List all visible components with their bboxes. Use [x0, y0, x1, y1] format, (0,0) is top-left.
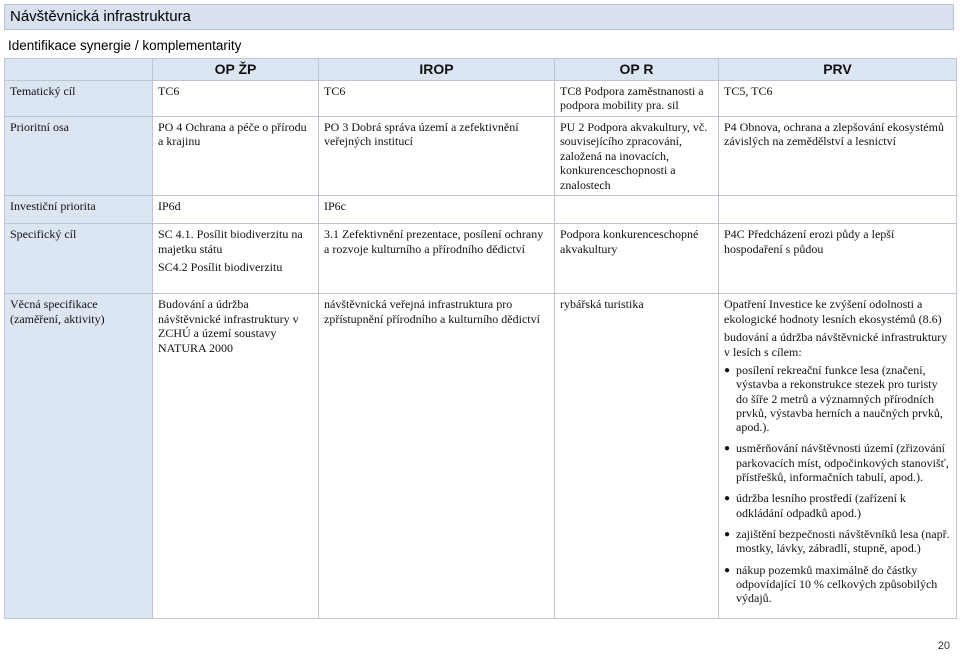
program-header-op-zp: OP ŽP: [153, 59, 319, 81]
row-label-specificky-cil: Specifický cíl: [5, 224, 153, 294]
cell-vs-prv: [719, 294, 957, 619]
program-header-op-r: OP R: [555, 59, 719, 81]
row-prioritni-osa: [5, 116, 957, 196]
page-title: Návštěvnická infrastruktura: [10, 8, 191, 25]
cell-tc-irop: TC6: [319, 80, 555, 116]
cell-vs-op-r: rybářská turistika: [555, 294, 719, 619]
list-item-text: zajištění bezpečnosti návštěvníků lesa (např. mostky, lávky, zábradlí, stupně, apod.): [736, 526, 950, 556]
program-header-irop: IROP: [319, 59, 555, 81]
cell-po-op-zp: PO 4 Ochrana a péče o přírodu a krajinu: [153, 116, 319, 196]
cell-sc-op-zp: [153, 224, 319, 294]
list-item-text: posílení rekreační funkce lesa (značení, výstavba a rekonstrukce stezek pro turisty do šíře 2 metrů a významných přírodních prvků, výstavba herních a naučných prvků, apod.).: [736, 363, 943, 435]
list-item: [724, 441, 951, 485]
row-investicni-priorita: [5, 196, 957, 224]
row-specificky-cil: [5, 224, 957, 294]
cell-sc-irop: 3.1 Zefektivnění prezentace, posílení ochrany a rozvoje kulturního a přírodního dědictví: [319, 224, 555, 294]
cell-ip-op-zp: IP6d: [153, 196, 319, 224]
cell-po-op-r: PU 2 Podpora akvakultury, vč. souvisejícího zpracování, založená na inovacích, konkurenceschopnosti a znalostech: [555, 116, 719, 196]
list-item-text: nákup pozemků maximálně do částky odpovídající 10 % celkových způsobilých výdajů.: [736, 562, 938, 606]
cell-tc-prv: TC5, TC6: [719, 80, 957, 116]
prv-intro-opatreni: Opatření Investice ke zvýšení odolnosti a ekologické hodnoty lesních ekosystémů (8.6): [724, 297, 942, 326]
cell-sc-prv: P4C Předcházení erozi půdy a lepší hospodaření s půdou: [719, 224, 957, 294]
sc-op-zp-line-2: SC4.2 Posílit biodiverzitu: [158, 260, 283, 274]
prv-intro-budovani: budování a údržba návštěvnické infrastruktury v lesích s cílem:: [724, 330, 948, 359]
cell-sc-op-r: Podpora konkurenceschopné akvakultury: [555, 224, 719, 294]
page-number: 20: [937, 640, 950, 652]
row-label-tematicky-cil: Tematický cíl: [5, 80, 153, 116]
list-item-text: usměrňování návštěvnosti území (zřizování parkovacích míst, odpočinkových stanovišť, přístřešků, informačních tabulí, apod.).: [736, 441, 949, 485]
cell-po-prv: P4 Obnova, ochrana a zlepšování ekosystémů závislých na zemědělství a lesnictví: [719, 116, 957, 196]
row-tematicky-cil: [5, 80, 957, 116]
program-header-row: [5, 59, 957, 81]
bullet-icon: ●: [724, 564, 731, 576]
section-subtitle: Identifikace synergie / komplementarity: [8, 38, 242, 53]
row-label-prioritni-osa: Prioritní osa: [5, 116, 153, 196]
program-header-prv: PRV: [719, 59, 957, 81]
cell-vs-op-zp: Budování a údržba návštěvnické infrastruktury v ZCHÚ a území soustavy NATURA 2000: [153, 294, 319, 619]
synergy-table: [4, 58, 957, 619]
list-item-text: údržba lesního prostředí (zařízení k odkládání odpadků apod.): [736, 491, 906, 520]
list-item: [724, 562, 951, 606]
row-label-vecna-specifikace: Věcná specifikace (zaměření, aktivity): [5, 294, 153, 619]
header-corner: [5, 59, 153, 81]
sc-op-zp-line-1: SC 4.1. Posílit biodiverzitu na majetku státu: [158, 227, 303, 256]
cell-ip-irop: IP6c: [319, 196, 555, 224]
row-vecna-specifikace: [5, 294, 957, 619]
list-item: [724, 526, 951, 556]
cell-ip-op-r: [555, 196, 719, 224]
cell-vs-irop: návštěvnická veřejná infrastruktura pro zpřístupnění přírodního a kulturního dědictví: [319, 294, 555, 619]
bullet-icon: ●: [724, 365, 731, 376]
cell-po-irop: PO 3 Dobrá správa území a zefektivnění veřejných institucí: [319, 116, 555, 196]
title-bar: [4, 4, 954, 30]
list-item: [724, 363, 951, 435]
row-label-investicni-priorita: Investiční priorita: [5, 196, 153, 224]
bullet-icon: ●: [724, 493, 731, 505]
bullet-icon: ●: [724, 443, 731, 455]
bullet-icon: ●: [724, 528, 731, 540]
cell-tc-op-zp: TC6: [153, 80, 319, 116]
cell-tc-op-r: TC8 Podpora zaměstnanosti a podpora mobility pra. sil: [555, 80, 719, 116]
cell-ip-prv: [719, 196, 957, 224]
prv-bullet-list: [724, 363, 951, 605]
list-item: [724, 491, 951, 520]
